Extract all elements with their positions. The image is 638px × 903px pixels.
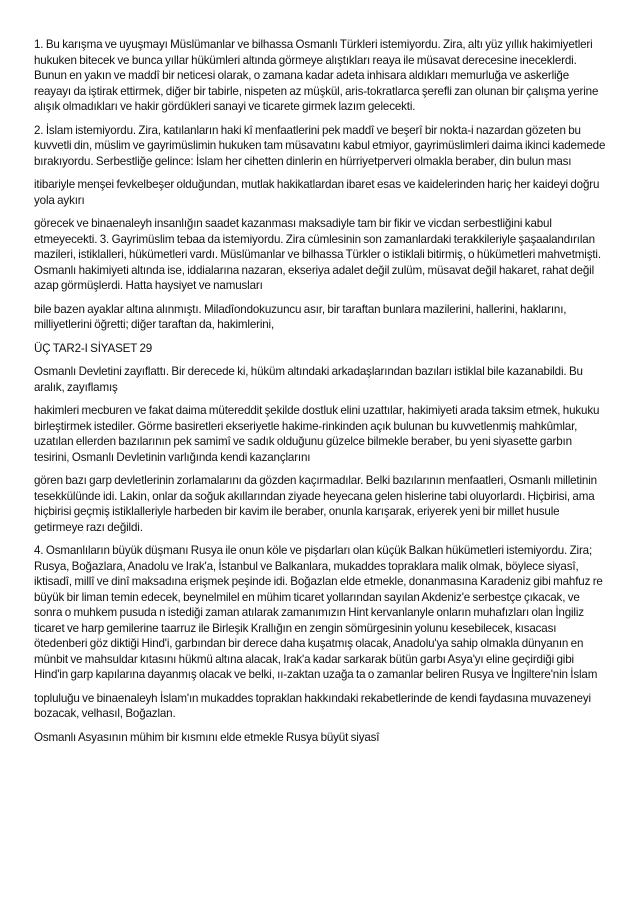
paragraph-1: 1. Bu karışma ve uyuşmayı Müslümanlar ve bilhassa Osmanlı Türkleri istemiyordu. Zira, altı yüz yıllık hakimiyetleri hukuken bitecek ve bunca yıllar hükümleri altında görmeye alıştıkları reaya ile müsavat derecesine ineceklerdi. Bunun en yakın ve maddî bir neticesi olarak, o zamana kadar adeta inhisara aldıkları memurluğa ve askerliğe reayayı da iştirak ettirmek, diğer bir tabirle, nispeten az müşkül, aris-tokratlarca şerefli zan olunan bir çalışma yerine alışık olmadıkları ve hakir gördükleri sanayi ve ticarete girmek lazım gelecekti. xyxy=(34,38,599,113)
paragraph-10: 4. Osmanlıların büyük düşmanı Rusya ile onun köle ve pişdarları olan küçük Balkan hükümetleri istemiyordu. Zira; Rusya, Boğazlara, Anadolu ve Irak'a, İstanbul ve Balkanlara, mukaddes topraklara malik olmak, böylece siyasî, iktisadî, millî ve dinî maksadına erişmek peşinde idi. Boğazlan elde etmekle, donanmasına Karadeniz gibi mahfuz re büyük bir liman temin edecek, beynelmilel en mühim ticaret yollarından sayılan Akdeniz'e serbestçe çıkacak, ve sonra o muhkem pusuda n istediği zaman atılarak zamanımızın Hint kervanlanyle onların muhafızları olan İngiliz ticaret ve harp gemilerine taarruz ile Birleşik Krallığın en zengin sömürgesinin yolunu kesebilecek, kısacası ötedenberi göz diktiği Hind'i, garbından bir derece daha kuşatmış olacak, Anadolu'ya sahip olmakla dünyanın en münbit ve mahsuldar kıtasını hükmü altına alacak, Irak'a kadar sarkarak bütün garbı Asya'yı eline geçirdiği gibi Hind'in garp kapılarına dayanmış olacak ve belki, ıı-zaktan uzağa ta o zamanlar beliren Rusya ve İngiltere'nin İslam xyxy=(34,544,603,681)
paragraph-9: gören bazı garp devletlerinin zorlamalarını da gözden kaçırmadılar. Belki bazılarının menfaatleri, Osmanlı milletinin tesekkülünde idi. Lakin, onlar da soğuk akıllarından ziyade heyecana gelen hislerine tabi oluyorlardı. Hiçbirisi, ama hiçbirisi geçmiş istiklalleriyle harbeden bir kavim ile beraber, onunla karışarak, eriyerek yeni bir millet husule getirmeye razı değildi. xyxy=(34,474,597,534)
paragraph-12: Osmanlı Asyasının mühim bir kısmını elde etmekle Rusya büyüt siyasî xyxy=(34,730,380,744)
paragraph-4: görecek ve binaenaleyh insanlığın saadet kazanması maksadiyle tam bir fikir ve vicdan serbestliğini kabul etmeyecekti. 3. Gayrimüslim tebaa da istemiyordu. Zira cümlesinin son zamanlardaki terakkileriyle şaşaalandırılan mazileri, istiklalleri, hükümetleri vardı. Müslümanlar ve bilhassa Türkler o istiklali bitirmiş, o hükümetleri mahvetmişti. Osmanlı hakimiyeti altında ise, iddialarına nazaran, ekseriya adalet değil zulüm, müsavat değil hakaret, rahat değil azap görmüşlerdi. Hatta haysiyet ve namusları xyxy=(34,217,601,292)
paragraph-3: itibariyle menşei fevkelbeşer olduğundan, mutlak hakikatlardan ibaret esas ve kaidelerinden hariç her kaideyi doğru yola aykırı xyxy=(34,178,600,207)
paragraph-5: bile bazen ayaklar altına alınmıştı. Miladîondokuzuncu asır, bir taraftan bunlara mazilerini, hallerini, haklarını, milliyetlerini öğretti; diğer taraftan da, hakimlerini, xyxy=(34,302,567,331)
paragraph-8: hakimleri mecburen ve fakat daima mütereddit şekilde dostluk elini uzattılar, hakimiyeti arada taksim etmek, hukuku birleştirmek istediler. Görme basiretleri ekseriyetle hakime-rinkinden açık bulunan bu kuvvetlenmiş mahkûmlar, uzatılan ellerden bazılarının pek samimî ve sadık olduğunu güzelce bilmekle beraber, bu yeni siyasette garbın tesirini, Osmanlı Devletinin varlığında kendi kazançlarını xyxy=(34,404,600,464)
paragraph-11: topluluğu ve binaenaleyh İslam'ın mukaddes topraklan hakkındaki rekabetlerinde de kendi faydasına muvazeneyi bozacak, velhasıl, Boğazlan. xyxy=(34,691,591,720)
section-heading: ÜÇ TAR2-I SİYASET 29 xyxy=(34,341,153,355)
paragraph-2: 2. İslam istemiyordu. Zira, katılanların haki kî menfaatlerini pek maddî ve beşerî bir nokta-i nazardan gözeten bu kuvvetli din, müslim ve gayrimüslimin hukuken tam müsavatını kabul etmiyor, gayrimüslimleri daima ikinci kademede bırakıyordu. Serbestliğe gelince: İslam her cihetten dinlerin en hürriyetperveri olmakla beraber, din bulun ması xyxy=(34,123,606,168)
document-page xyxy=(34,37,606,753)
paragraph-7: Osmanlı Devletini zayıflattı. Bir derecede ki, hüküm altındaki arkadaşlarından bazıları istiklal bile kazanabildi. Bu aralık, zayıflamış xyxy=(34,365,583,394)
